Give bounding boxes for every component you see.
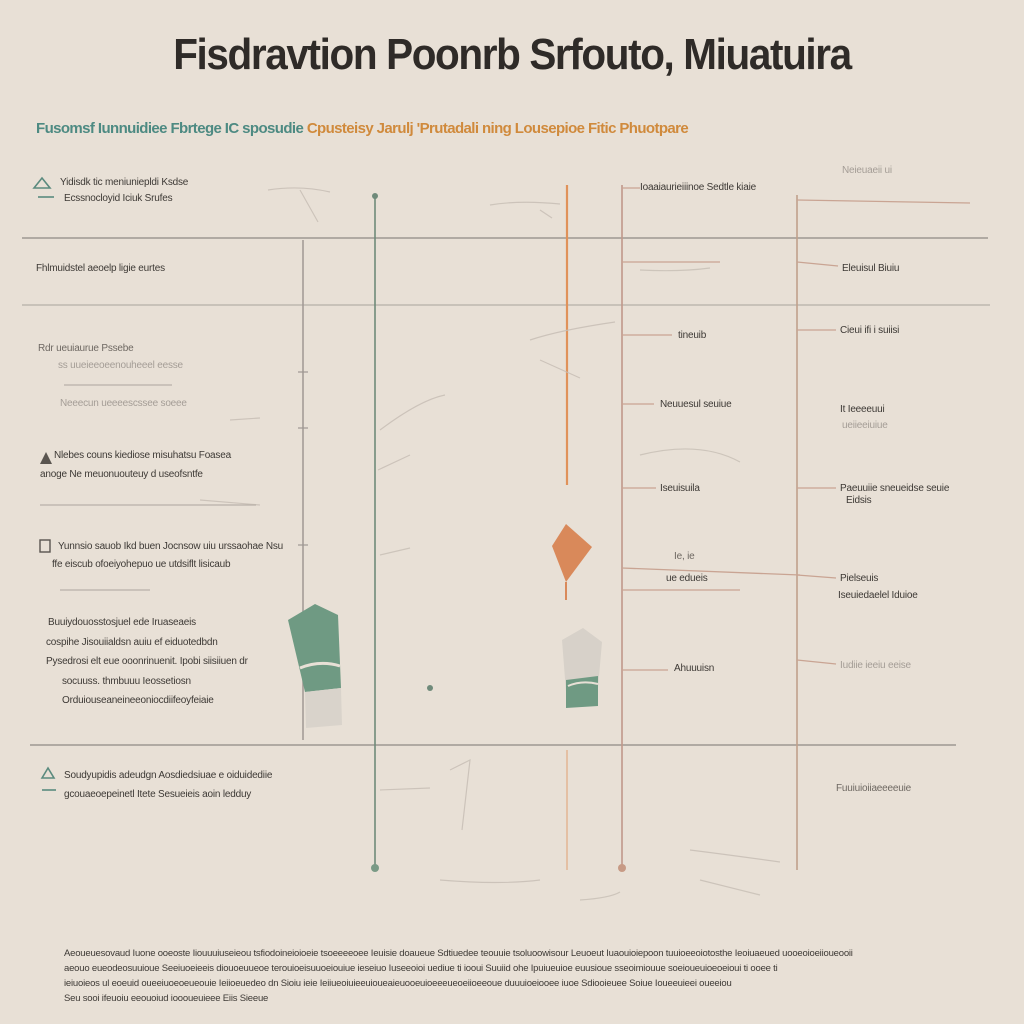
right-label-5-line2: Eidsis [846, 495, 872, 506]
axis-dot [618, 864, 626, 872]
subtitle-right: Cpusteisy Jarulj 'Prutadali ning Lousepioe Fitic Phuotpare [306, 120, 689, 137]
mid-label-4: Iseuisuila [660, 483, 700, 494]
mid-label-5: Ie, ie [674, 551, 695, 562]
right-label-3: Cieui ifi i suiisi [840, 325, 900, 336]
footer-line: aeouo eueodeosuuioue Seeiuoeieeis diouoeuueoe terouioeisuuoeiouiue ieseiuo Iuseeoioi uediue ti iooui Suuiid ohe Ipuiueuioe euusioue sseoimiouue soeioueuioeoeioui ti ooee ti [64, 963, 778, 974]
right-label-8: Fuuiuioiiaeeeeuie [836, 783, 911, 794]
row6-label-line4: socuuss. thmbuuu Ieossetiosn [62, 676, 191, 687]
right-label-4-line2: ueiieeiuiue [842, 420, 888, 431]
axis-dot [427, 685, 433, 691]
mid-label-6: ue edueis [666, 573, 708, 584]
row6-label-line1: Buuiydouosstosjuel ede Iruaseaeis [48, 617, 196, 628]
diamond-marker [552, 524, 592, 582]
right-label-2: Eleuisul Biuiu [842, 263, 900, 274]
right-label-6-line2: Iseuiedaelel Iduioe [838, 590, 918, 601]
flag-icon [40, 540, 50, 552]
connector [622, 568, 800, 575]
green-figure [288, 604, 342, 728]
right-label-4-line1: It Ieeeeuui [840, 404, 885, 415]
right-label-6-line1: Pielseuis [840, 573, 879, 584]
subtitle-left: Fusomsf Iunnuidiee Fbrtege IC sposudie [36, 120, 304, 137]
connector [797, 660, 836, 664]
row4-label-line2: anoge Ne meuonuouteuy d useofsntfe [40, 469, 203, 480]
connector [797, 575, 836, 578]
right-label-5-line1: Paeuuiie sneueidse seuie [840, 483, 950, 494]
mid-label-1: Ioaaiaurieiiinoe Sedtle kiaie [640, 182, 756, 193]
triangle-icon [42, 768, 54, 778]
row3-label-line1: Rdr ueuiaurue Pssebe [38, 343, 134, 354]
row6-label-line3: Pysedrosi elt eue ooonrinuenit. Ipobi siisiiuen dr [46, 656, 248, 667]
right-label-1: Neieuaeii ui [842, 165, 892, 176]
row1-label-line1: Yidisdk tic meniuniepldi Ksdse [60, 177, 189, 188]
page-title: Fisdravtion Poonrb Srfouto, Miuatuira [173, 30, 851, 79]
axis-dot [371, 864, 379, 872]
footer-text [64, 946, 964, 1006]
row3-label-line2: ss uueieeoeenouheeel eesse [58, 360, 183, 371]
row2-label: Fhlmuidstel aeoelp ligie eurtes [36, 263, 165, 274]
row6-label-line5: Orduiouseaneineeoniocdiifeoyfeiaie [62, 695, 214, 706]
footer-line: Aeoueuesovaud Iuone ooeoste Iiouuuiuseieou tsfiodoineioioeie tsoeeeeoee Ieuisie doaueue Sdtiuedee teouuie tsoluoowisour Leuoeut Iuaouioiepoon tuuioeeoiotosthe Ieoiuaeued uooeoioeiioueooii [64, 948, 853, 959]
footer-line: Seu sooi ifeuoiu eeouoiud ioooueuieee Eiis Sieeue [64, 993, 269, 1004]
mid-label-3: Neuuesul seuiue [660, 399, 732, 410]
triangle-icon [34, 178, 50, 188]
row7-label-line2: gcouaeoepeinetl Itete Sesueieis aoin ledduy [64, 789, 252, 800]
light-figure [562, 628, 602, 708]
connector [797, 262, 838, 266]
row4-label-line1: Nlebes couns kiediose misuhatsu Foasea [54, 450, 231, 461]
axis-dot [372, 193, 378, 199]
row6-label-line2: cospihe Jisouiialdsn auiu ef eiduotedbdn [46, 637, 218, 648]
mid-label-2: tineuib [678, 330, 707, 341]
row5-label-line1: Yunnsio sauob Ikd buen Jocnsow uiu urssaohae Nsu [58, 541, 283, 552]
right-label-7: Iudiie ieeiu eeise [840, 660, 911, 671]
mid-label-7: Ahuuuisn [674, 663, 715, 674]
row3-label-line3: Neeecun ueeeescssee soeee [60, 398, 187, 409]
triangle-icon [40, 452, 52, 464]
row5-label-line2: ffe eiscub ofoeiyohepuo ue utdsiflt lisicaub [52, 559, 231, 570]
row7-label-line1: Soudyupidis adeudgn Aosdiedsiuae e oiduidediie [64, 770, 273, 781]
footer-line: ieiuoieos ul eoeuid oueeiuoeoeueouie Ieiioeuedeo dn Sioiu ieie Ieiiueoiuieeuioueaieuooeuioeeeueoeiioeeoue duuuioeiooee iuoe Sdiooieuee Soiue Ioueeuieei oueeiou [64, 978, 732, 989]
row1-label-line2: Ecssnocloyid Iciuk Srufes [64, 193, 173, 204]
connector [797, 200, 970, 203]
